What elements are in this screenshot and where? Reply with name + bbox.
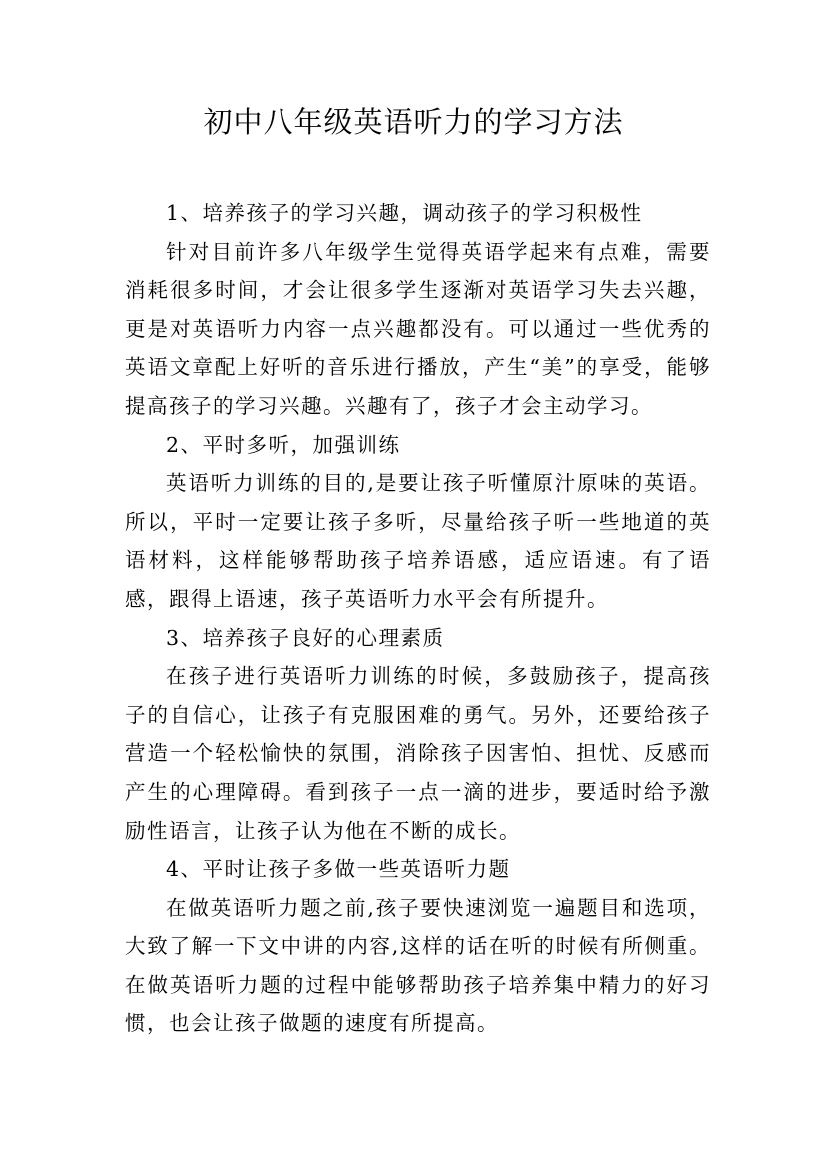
document-title: 初中八年级英语听力的学习方法 [203, 105, 624, 139]
section-paragraph-1: 针对目前许多八年级学生觉得英语学起来有点难，需要消耗很多时间，才会让很多学生逐渐对英语学习失去兴趣，更是对英语听力内容一点兴趣都没有。可以通过一些优秀的英语文章配上好听的音乐进行播放，产生“美”的享受，能够提高孩子的学习兴趣。兴趣有了，孩子才会主动学习。 [125, 239, 711, 418]
section-heading-3: 3、培养孩子良好的心理素质 [166, 625, 445, 650]
section-paragraph-4: 在做英语听力题之前,孩子要快速浏览一遍题目和选项，大致了解一下文中讲的内容,这样的话在听的时候有所侧重。在做英语听力题的过程中能够帮助孩子培养集中精力的好习惯，也会让孩子做题的速度有所提高。 [125, 895, 711, 1036]
section-paragraph-2: 英语听力训练的目的,是要让孩子听懂原汁原味的英语。所以，平时一定要让孩子多听，尽量给孩子听一些地道的英语材料，这样能够帮助孩子培养语感，适应语速。有了语感，跟得上语速，孩子英语听力水平会有所提升。 [125, 471, 711, 611]
document-body [125, 194, 711, 1043]
section-heading-2: 2、平时多听，加强训练 [166, 432, 401, 457]
section-heading-1: 1、培养孩子的学习兴趣，调动孩子的学习积极性 [166, 201, 643, 225]
section-paragraph-3: 在孩子进行英语听力训练的时候，多鼓励孩子，提高孩子的自信心，让孩子有克服困难的勇气。另外，还要给孩子营造一个轻松愉快的氛围，消除孩子因害怕、担忧、反感而产生的心理障碍。看到孩子一点一滴的进步，要适时给予激励性语言，让孩子认为他在不断的成长。 [125, 664, 711, 843]
section-heading-4: 4、平时让孩子多做一些英语听力题 [166, 857, 511, 882]
